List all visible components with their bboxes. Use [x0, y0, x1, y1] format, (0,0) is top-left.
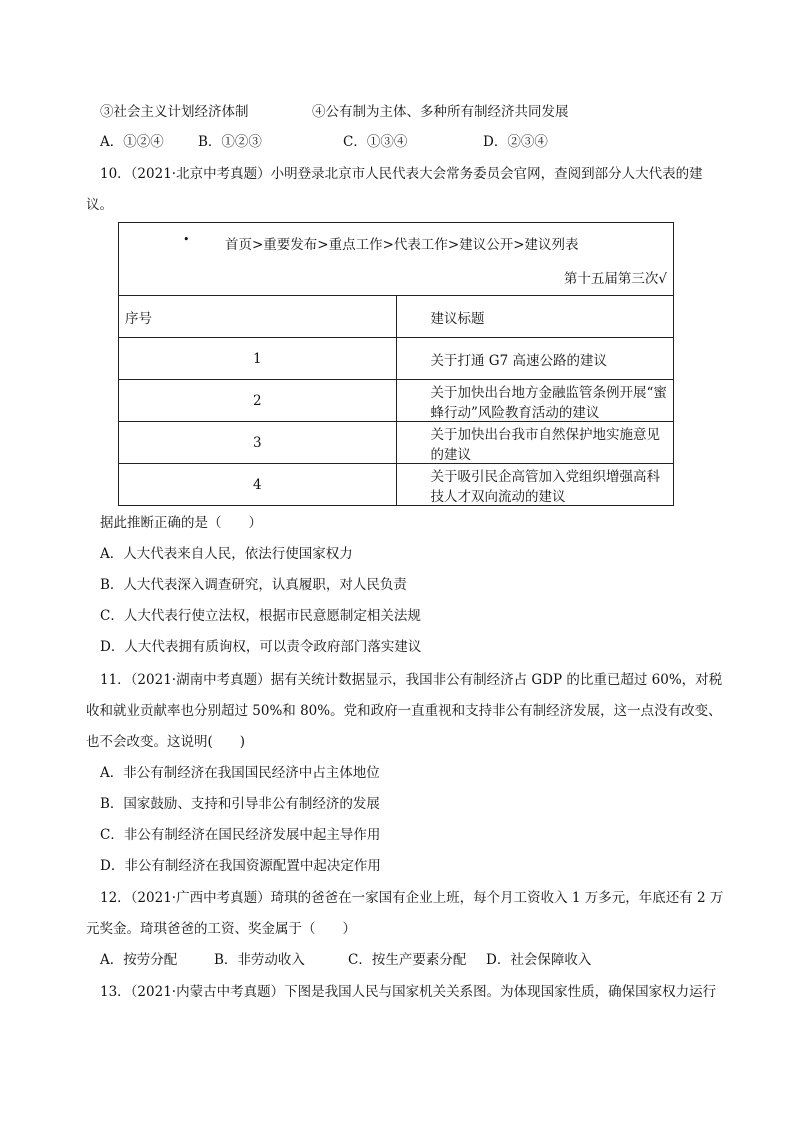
- q12-choice-a[interactable]: A．按劳分配: [100, 952, 178, 968]
- q10-prompt: 据此推断正确的是（ ）: [100, 515, 262, 531]
- q11-option-c[interactable]: C．非公有制经济在国民经济发展中起主导作用: [100, 827, 381, 843]
- q11-stem-line-3: 也不会改变。这说明( ): [86, 734, 246, 750]
- q9-option-row: [100, 102, 569, 122]
- table-header-row: [119, 296, 674, 338]
- table-row: [119, 338, 674, 380]
- proposal-table-header: [119, 223, 674, 296]
- q9-choice-d[interactable]: D．②③④: [483, 134, 548, 150]
- bullet-icon: •: [183, 233, 190, 246]
- q11-option-d[interactable]: D．非公有制经济在我国资源配置中起决定作用: [100, 858, 381, 874]
- q10-stem-line-1: 10．（2021·北京中考真题）小明登录北京市人民代表大会常务委员会官网，查阅到部分人大代表的建: [100, 166, 703, 182]
- row-title: 关于加快出台地方金融监管条例开展“蜜蜂行动”风险教育活动的建议: [396, 380, 674, 422]
- row-seq: 1: [119, 338, 397, 380]
- q9-option-4: ④公有制为主体、多种所有制经济共同发展: [312, 104, 569, 120]
- q12-stem-line-1: 12．（2021·广西中考真题）琦琪的爸爸在一家国有企业上班，每个月工资收入 1 万多元，年底还有 2 万: [100, 890, 724, 906]
- q9-option-3: ③社会主义计划经济体制: [100, 104, 249, 120]
- q12-choices: [100, 950, 591, 970]
- column-header-title: 建议标题: [396, 296, 674, 338]
- q11-option-a[interactable]: A．非公有制经济在我国国民经济中占主体地位: [100, 765, 380, 781]
- q13-stem-line-1: 13．（2021·内蒙古中考真题）下图是我国人民与国家机关关系图。为体现国家性质，确保国家权力运行: [100, 984, 717, 1000]
- row-title: 关于打通 G7 高速公路的建议: [396, 338, 674, 380]
- table-row: [119, 380, 674, 422]
- q10-option-a[interactable]: A．人大代表来自人民，依法行使国家权力: [100, 546, 353, 562]
- table-row: [119, 422, 674, 464]
- q12-choice-b[interactable]: B．非劳动收入: [214, 952, 305, 968]
- row-seq: 2: [119, 380, 397, 422]
- q9-choices: [100, 132, 548, 152]
- q10-option-d[interactable]: D．人大代表拥有质询权，可以责令政府部门落实建议: [100, 639, 422, 655]
- column-header-seq: 序号: [119, 296, 397, 338]
- row-seq: 4: [119, 464, 397, 506]
- q11-stem-line-1: 11．（2021·湖南中考真题）据有关统计数据显示，我国非公有制经济占 GDP 的比重已超过 60%，对税: [100, 672, 723, 688]
- row-seq: 3: [119, 422, 397, 464]
- session-label: 第十五届第三次√: [563, 271, 667, 287]
- q9-choice-c[interactable]: C．①③④: [343, 134, 408, 150]
- q10-option-c[interactable]: C．人大代表行使立法权，根据市民意愿制定相关法规: [100, 608, 421, 624]
- q11-option-b[interactable]: B．国家鼓励、支持和引导非公有制经济的发展: [100, 796, 380, 812]
- q12-choice-d[interactable]: D．社会保障收入: [486, 952, 592, 968]
- row-title: 关于吸引民企高管加入党组织增强高科技人才双向流动的建议: [396, 464, 674, 506]
- proposal-table: [118, 222, 674, 506]
- breadcrumb: 首页>重要发布>重点工作>代表工作>建议公开>建议列表: [225, 237, 579, 253]
- table-row: [119, 464, 674, 506]
- q9-choice-b[interactable]: B．①②③: [198, 134, 262, 150]
- row-title: 关于加快出台我市自然保护地实施意见的建议: [396, 422, 674, 464]
- q10-stem-line-2: 议。: [86, 197, 113, 213]
- q11-stem-line-2: 收和就业贡献率也分别超过 50%和 80%。党和政府一直重视和支持非公有制经济发展，这一点没有改变、: [86, 703, 722, 719]
- q9-choice-a[interactable]: A．①②④: [100, 134, 164, 150]
- q12-choice-c[interactable]: C．按生产要素分配: [348, 952, 467, 968]
- q10-option-b[interactable]: B．人大代表深入调查研究，认真履职，对人民负责: [100, 577, 407, 593]
- q12-stem-line-2: 元奖金。琦琪爸爸的工资、奖金属于（ ）: [86, 921, 356, 937]
